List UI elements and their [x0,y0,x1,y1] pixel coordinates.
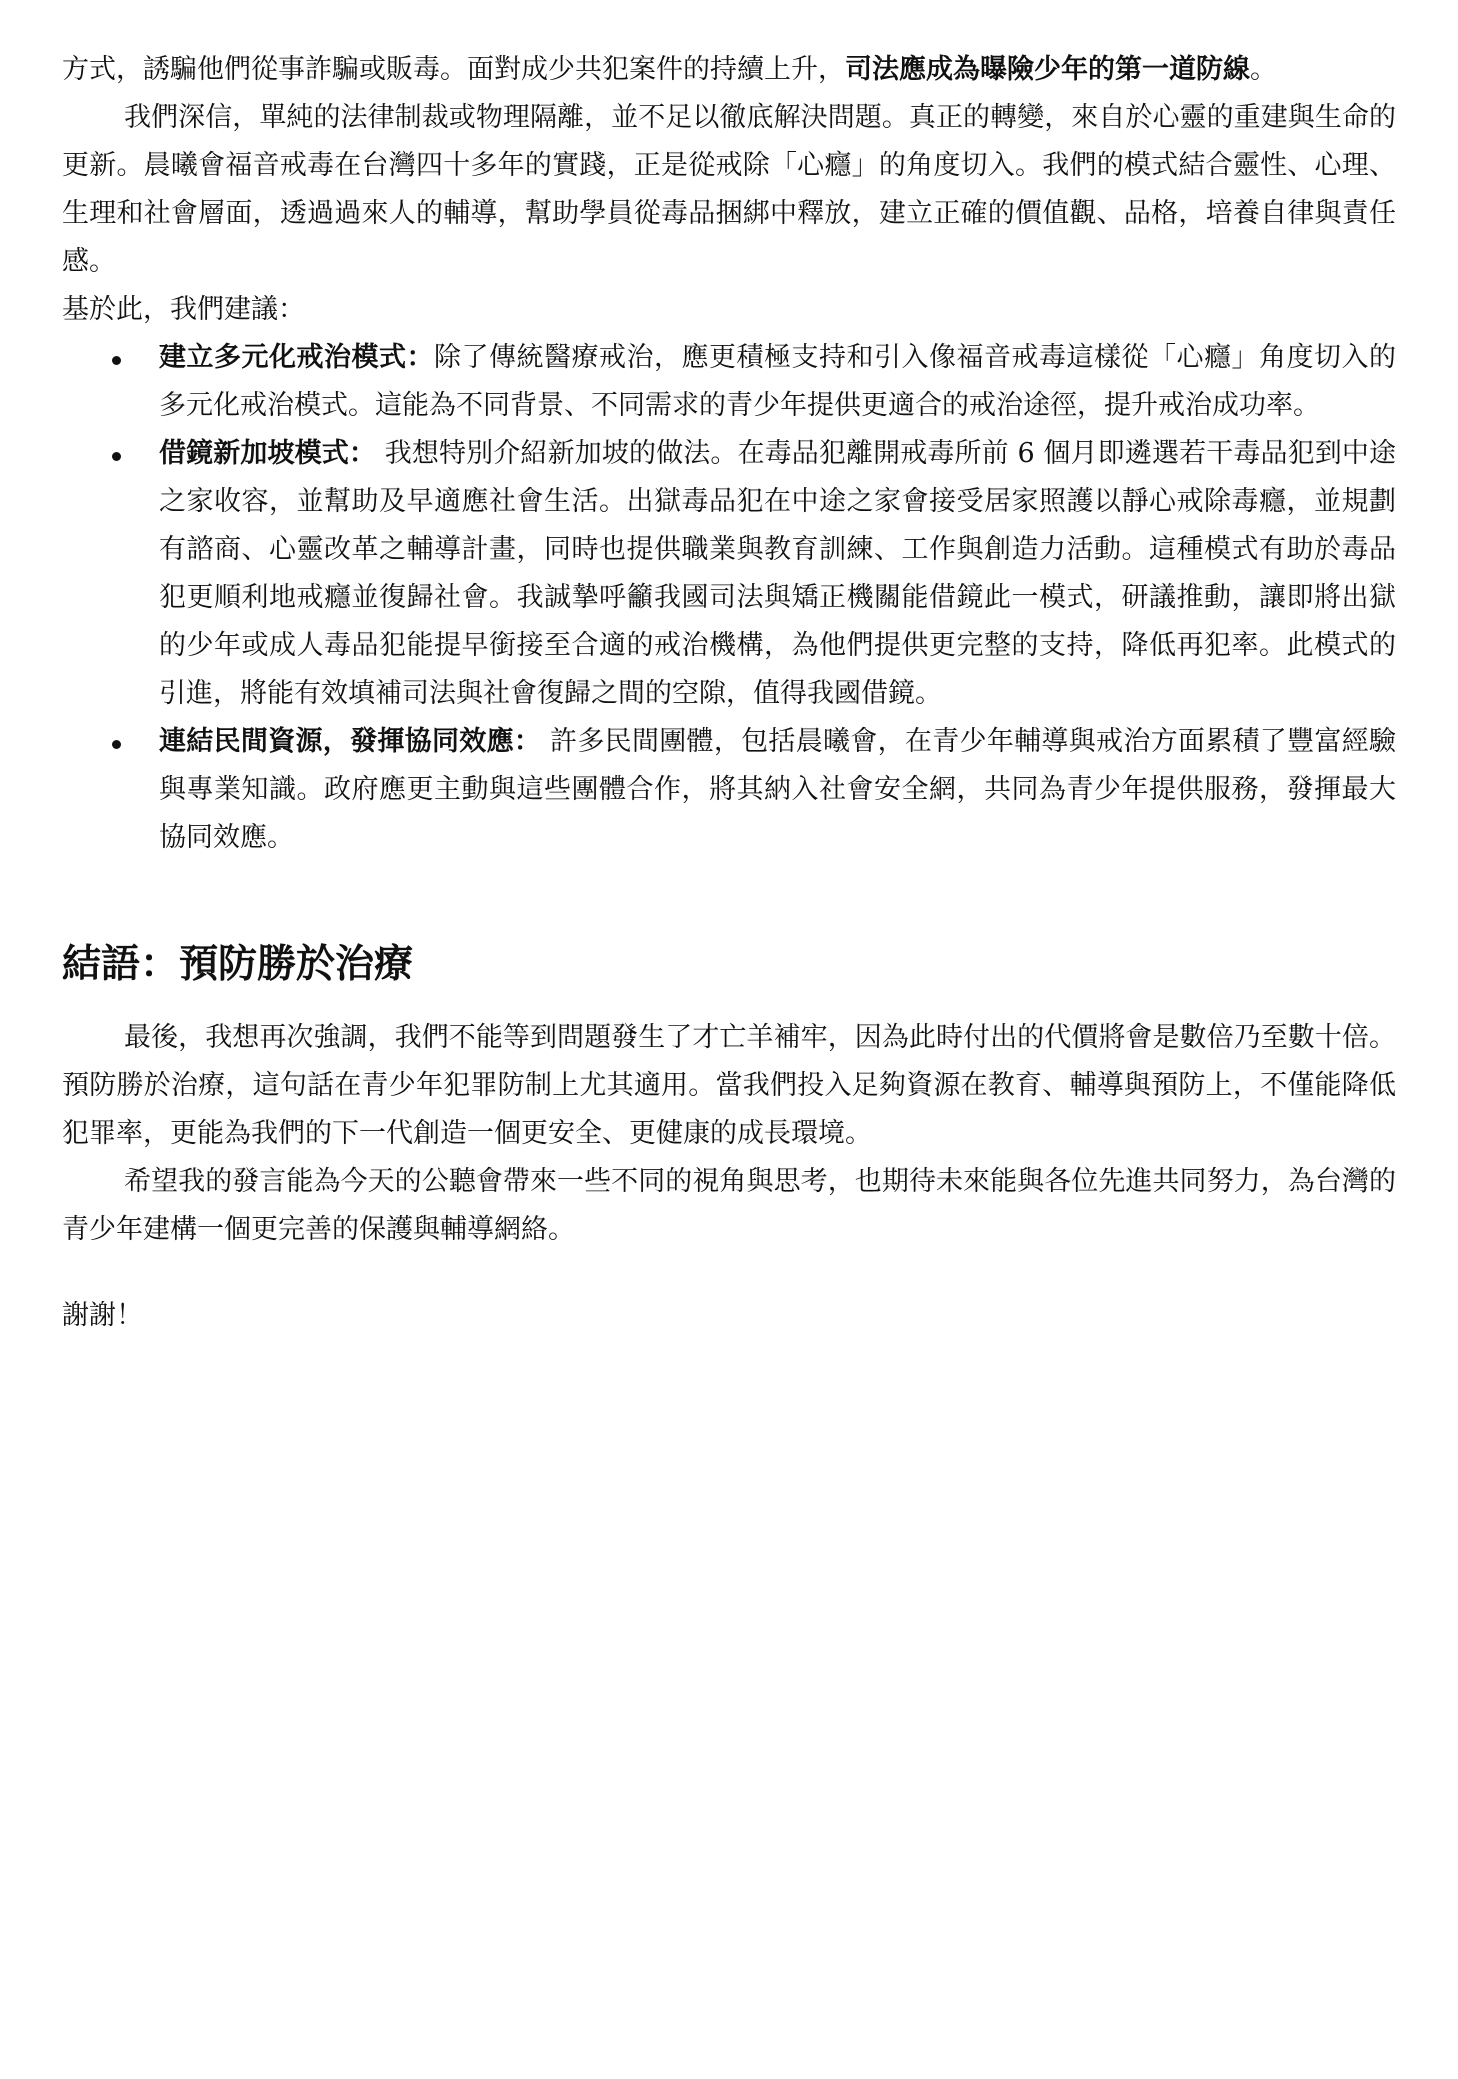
suggestion-list [62,334,1396,862]
paragraph-suggestion-lead: 基於此，我們建議： [62,294,305,325]
bullet-icon [112,356,121,365]
suggestion-text: 我想特別介紹新加坡的做法。在毒品犯離開戒毒所前 6 個月即遴選若干毒品犯到中途之家收容，並幫助及早適應社會生活。出獄毒品犯在中途之家會接受居家照護以靜心戒除毒癮，並規劃有諮商、心靈改革之輔導計畫，同時也提供職業與教育訓練、工作與創造力活動。這種模式有助於毒品犯更順利地戒癮並復歸社會。我誠摯呼籲我國司法與矯正機關能借鏡此一模式，研議推動，讓即將出獄的少年或成人毒品犯能提早銜接至合適的戒治機構，為他們提供更完整的支持，降低再犯率。此模式的引進，將能有效填補司法與社會復歸之間的空隙，值得我國借鏡。 [159,438,1396,709]
paragraph-conclusion: 最後，我想再次強調，我們不能等到問題發生了才亡羊補牢，因為此時付出的代價將會是數倍乃至數十倍。預防勝於治療，這句話在青少年犯罪防制上尤其適用。當我們投入足夠資源在教育、輔導與預防上，不僅能降低犯罪率，更能為我們的下一代創造一個更安全、更健康的成長環境。 [62,1022,1396,1149]
suggestion-title: 建立多元化戒治模式： [159,342,434,373]
suggestion-item-singapore [62,430,1396,718]
paragraph-hope: 希望我的發言能為今天的公聽會帶來一些不同的視角與思考，也期待未來能與各位先進共同努力，為台灣的青少年建構一個更完善的保護與輔導網絡。 [62,1166,1396,1245]
suggestion-text: 許多民間團體，包括晨曦會，在青少年輔導與戒治方面累積了豐富經驗與專業知識。政府應更主動與這些團體合作，將其納入社會安全網，共同為青少年提供服務，發揮最大協同效應。 [159,726,1396,853]
paragraph-belief: 我們深信，單純的法律制裁或物理隔離，並不足以徹底解決問題。真正的轉變，來自於心靈的重建與生命的更新。晨曦會福音戒毒在台灣四十多年的實踐，正是從戒除「心癮」的角度切入。我們的模式結合靈性、心理、生理和社會層面，透過過來人的輔導，幫助學員從毒品捆綁中釋放，建立正確的價值觀、品格，培養自律與責任感。 [62,102,1396,277]
paragraph-intro-continued [62,46,1396,94]
paragraph-intro-end: 。 [1250,54,1277,85]
paragraph-intro-bold: 司法應成為曝險少年的第一道防線 [845,54,1250,85]
suggestion-text: 除了傳統醫療戒治，應更積極支持和引入像福音戒毒這樣從「心癮」角度切入的多元化戒治模式。這能為不同背景、不同需求的青少年提供更適合的戒治途徑，提升戒治成功率。 [159,342,1396,421]
document-page [62,46,1396,1340]
suggestion-title: 連結民間資源，發揮協同效應： [159,726,542,757]
bullet-icon [112,452,121,461]
section-heading-conclusion: 結語：預防勝於治療 [62,941,414,987]
suggestion-item-diversified [62,334,1396,430]
suggestion-title: 借鏡新加坡模式： [159,438,377,469]
bullet-icon [112,740,121,749]
paragraph-intro-text: 方式，誘騙他們從事詐騙或販毒。面對成少共犯案件的持續上升， [62,54,845,85]
closing-thanks: 謝謝！ [62,1300,143,1331]
suggestion-item-civil-resources [62,718,1396,862]
